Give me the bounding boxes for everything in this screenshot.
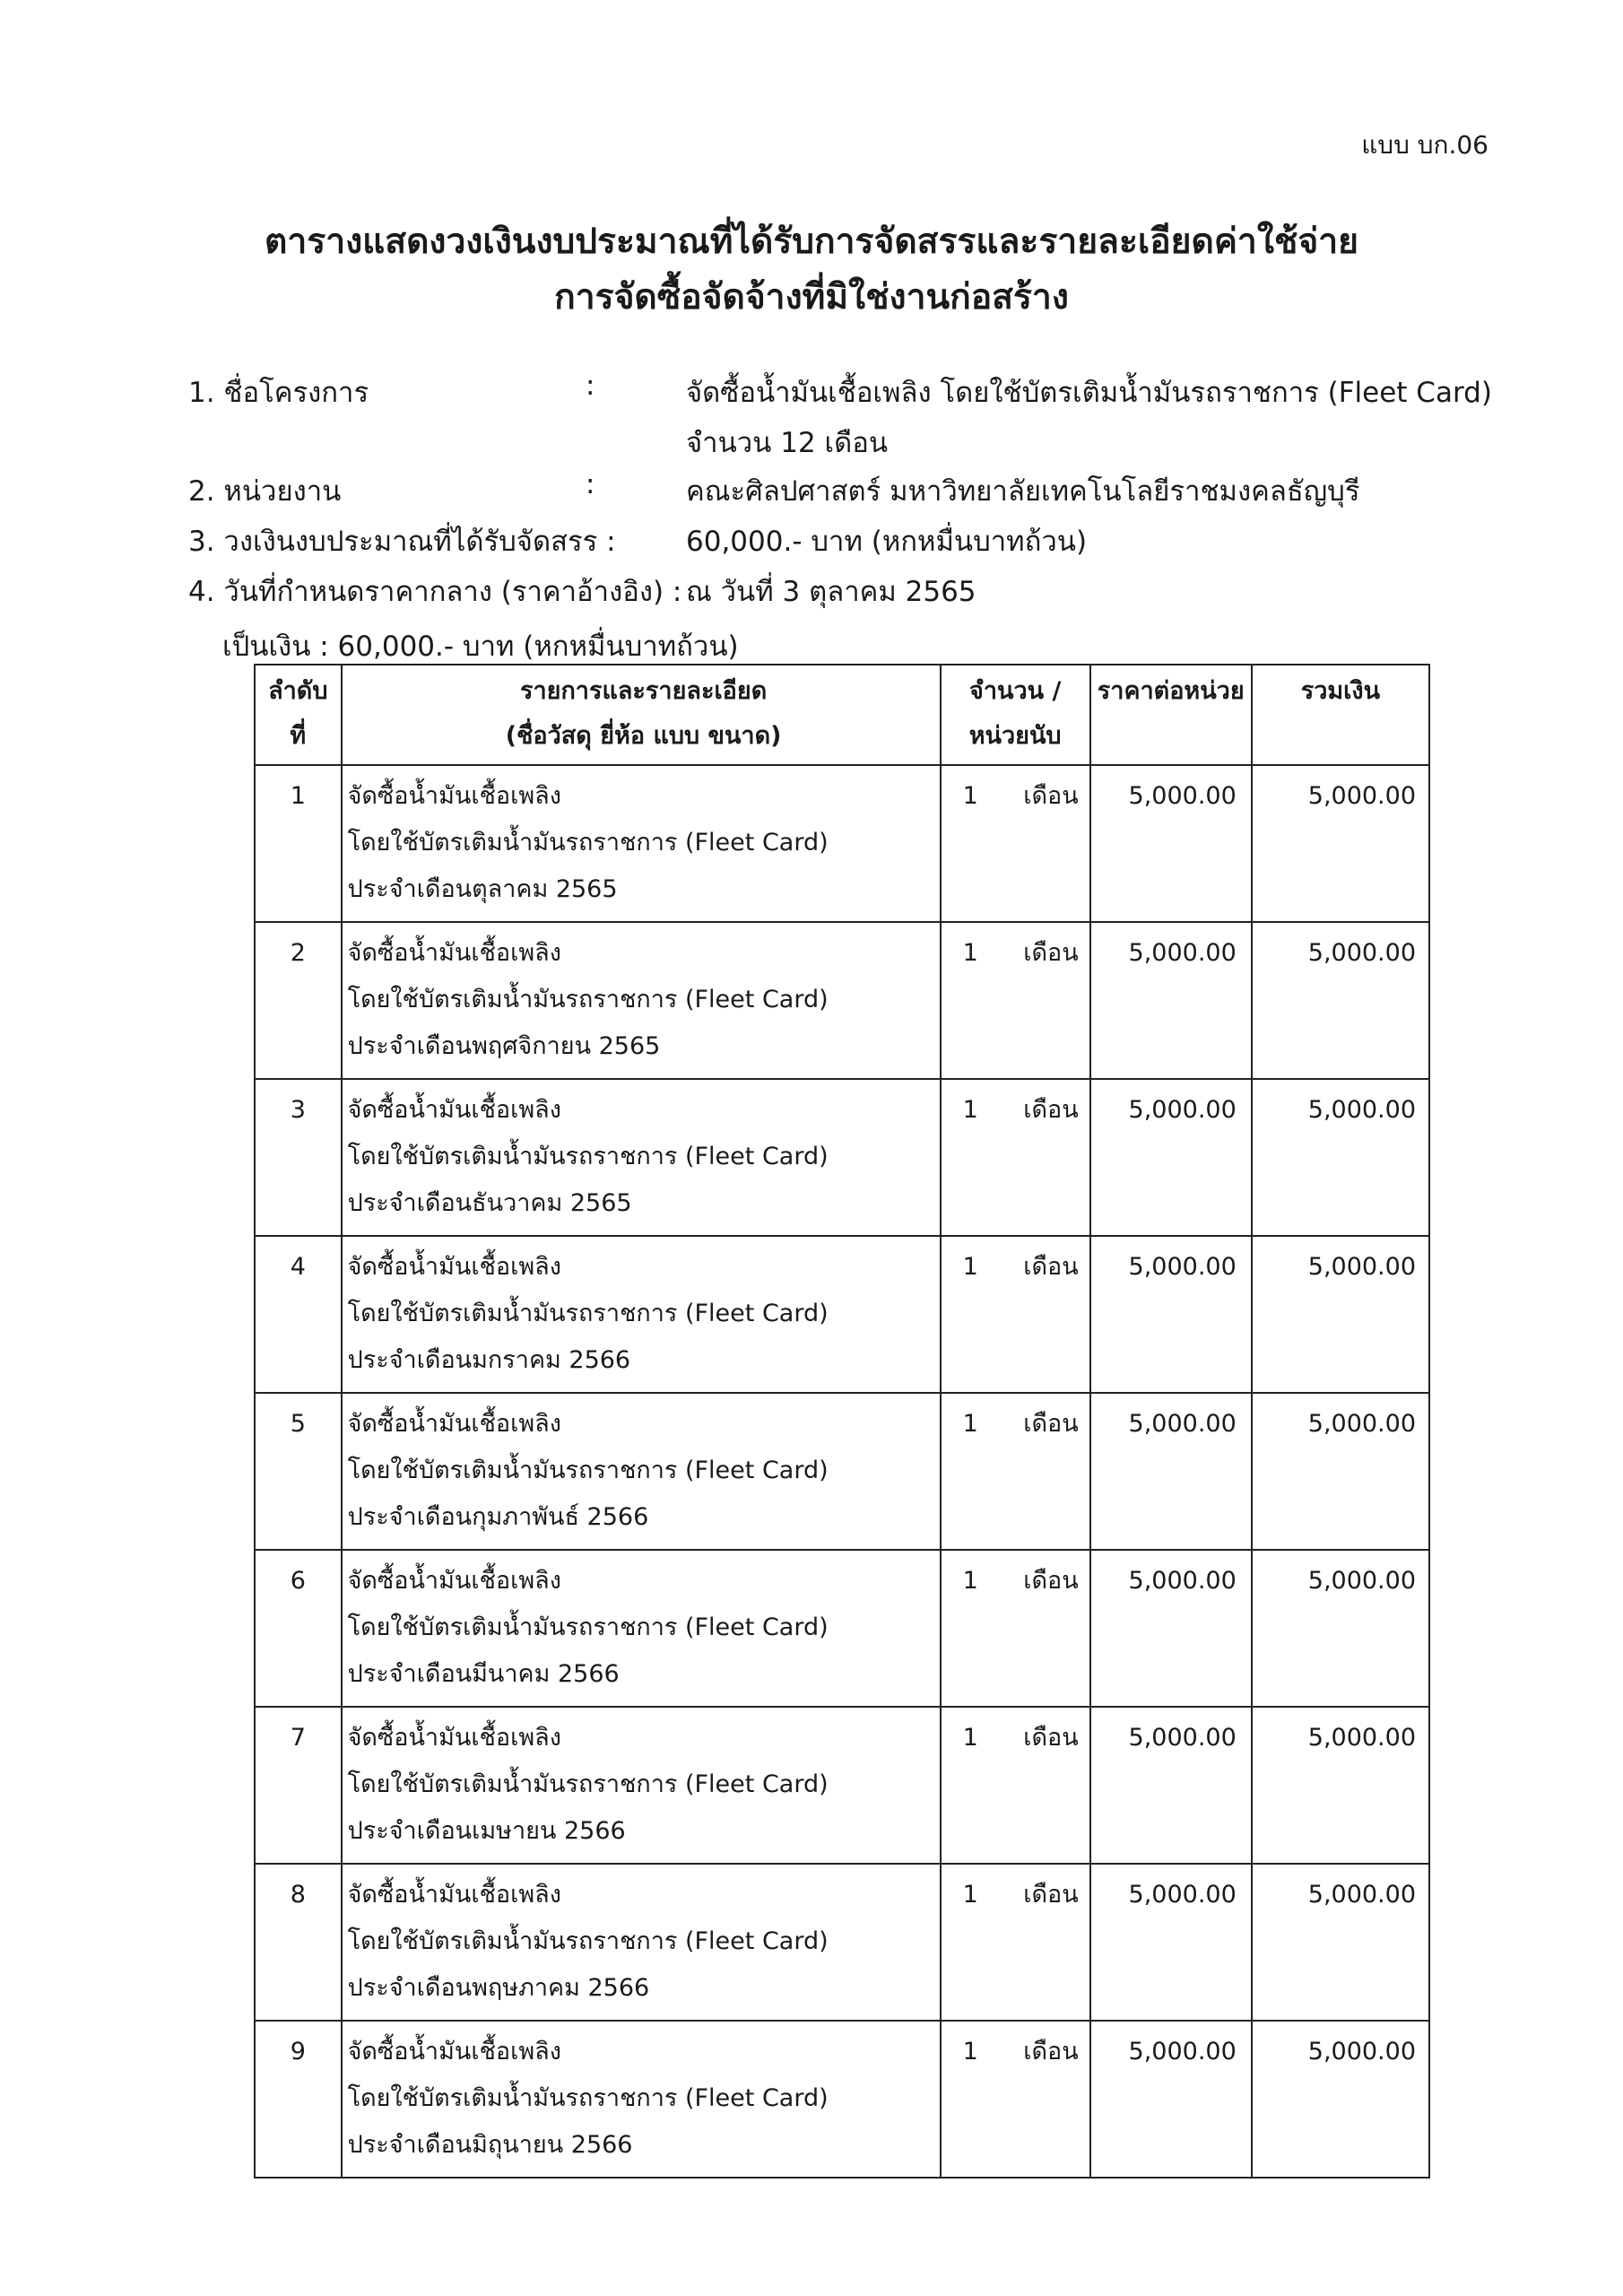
row-unit-price: 5,000.00: [1090, 1236, 1252, 1393]
table-row: [255, 1393, 1429, 1550]
row-quantity: [941, 1707, 1090, 1864]
row-qty-unit: เดือน: [1023, 1096, 1079, 1124]
row-number: 6: [255, 1550, 342, 1707]
header-desc-line1: รายการและรายละเอียด: [519, 677, 768, 705]
row-description: [342, 1236, 941, 1393]
row-desc-line3: ประจำเดือนพฤษภาคม 2566: [347, 1974, 650, 2002]
row-number: 3: [255, 1079, 342, 1236]
table-row: [255, 1550, 1429, 1707]
row-desc-line2: โดยใช้บัตรเติมน้ำมันรถราชการ (Fleet Card): [347, 1770, 829, 1798]
row-description: [342, 1707, 941, 1864]
row-description: [342, 2021, 941, 2178]
table-row: [255, 2021, 1429, 2178]
date-label: 4. วันที่กำหนดราคากลาง (ราคาอ้างอิง) :: [188, 576, 682, 608]
row-desc-line1: จัดซื้อน้ำมันเชื้อเพลิง: [347, 939, 561, 967]
row-desc-line2: โดยใช้บัตรเติมน้ำมันรถราชการ (Fleet Card): [347, 1613, 829, 1641]
row-desc-line2: โดยใช้บัตรเติมน้ำมันรถราชการ (Fleet Card): [347, 1457, 829, 1484]
row-qty-unit: เดือน: [1023, 1724, 1079, 1752]
row-qty-unit: เดือน: [1023, 782, 1079, 810]
row-desc-line2: โดยใช้บัตรเติมน้ำมันรถราชการ (Fleet Card): [347, 829, 829, 857]
row-desc-line3: ประจำเดือนกุมภาพันธ์ 2566: [347, 1503, 649, 1531]
document-subtitle: การจัดซื้อจัดจ้างที่มิใช่งานก่อสร้าง: [554, 277, 1069, 317]
header-total: รวมเงิน: [1252, 665, 1429, 765]
row-description: [342, 922, 941, 1079]
row-total: 5,000.00: [1252, 1393, 1429, 1550]
header-desc-line2: (ชื่อวัสดุ ยี่ห้อ แบบ ขนาด): [505, 722, 782, 750]
header-quantity: [941, 665, 1090, 765]
row-desc-line1: จัดซื้อน้ำมันเชื้อเพลิง: [347, 1096, 561, 1124]
row-qty-unit: เดือน: [1023, 1410, 1079, 1438]
row-total: 5,000.00: [1252, 1550, 1429, 1707]
row-desc-line1: จัดซื้อน้ำมันเชื้อเพลิง: [347, 1567, 561, 1595]
row-qty-value: 1: [962, 1881, 978, 1909]
row-desc-line1: จัดซื้อน้ำมันเชื้อเพลิง: [347, 2038, 561, 2066]
row-unit-price: 5,000.00: [1090, 1079, 1252, 1236]
row-number: 9: [255, 2021, 342, 2178]
header-qty-line1: จำนวน /: [969, 677, 1062, 705]
row-unit-price: 5,000.00: [1090, 1864, 1252, 2021]
row-number: 2: [255, 922, 342, 1079]
budget-items-table: [254, 664, 1430, 2179]
row-total: 5,000.00: [1252, 1864, 1429, 2021]
row-quantity: [941, 922, 1090, 1079]
unit-colon: :: [586, 468, 595, 500]
row-description: [342, 1550, 941, 1707]
row-total: 5,000.00: [1252, 1079, 1429, 1236]
budget-label: 3. วงเงินงบประมาณที่ได้รับจัดสรร :: [188, 526, 616, 558]
row-desc-line3: ประจำเดือนพฤศจิกายน 2565: [347, 1032, 661, 1060]
amount-line: เป็นเงิน : 60,000.- บาท (หกหมื่นบาทถ้วน): [222, 631, 739, 663]
row-qty-unit: เดือน: [1023, 1253, 1079, 1281]
row-quantity: [941, 1864, 1090, 2021]
table-row: [255, 1707, 1429, 1864]
row-description: [342, 765, 941, 922]
row-unit-price: 5,000.00: [1090, 2021, 1252, 2178]
row-qty-value: 1: [962, 1253, 978, 1281]
row-description: [342, 1079, 941, 1236]
row-desc-line1: จัดซื้อน้ำมันเชื้อเพลิง: [347, 782, 561, 810]
row-qty-unit: เดือน: [1023, 939, 1079, 967]
row-qty-unit: เดือน: [1023, 1881, 1079, 1909]
row-quantity: [941, 765, 1090, 922]
row-qty-value: 1: [962, 1724, 978, 1752]
project-colon: :: [586, 370, 595, 402]
row-desc-line2: โดยใช้บัตรเติมน้ำมันรถราชการ (Fleet Card): [347, 1300, 829, 1327]
row-desc-line3: ประจำเดือนเมษายน 2566: [347, 1817, 626, 1845]
header-unit-price: ราคาต่อหน่วย: [1090, 665, 1252, 765]
row-qty-unit: เดือน: [1023, 1567, 1079, 1595]
row-number: 1: [255, 765, 342, 922]
row-quantity: [941, 1236, 1090, 1393]
table-row: [255, 922, 1429, 1079]
row-quantity: [941, 1393, 1090, 1550]
row-desc-line2: โดยใช้บัตรเติมน้ำมันรถราชการ (Fleet Card): [347, 1143, 829, 1170]
row-number: 5: [255, 1393, 342, 1550]
row-quantity: [941, 1079, 1090, 1236]
unit-label: 2. หน่วยงาน: [188, 475, 342, 508]
row-total: 5,000.00: [1252, 1236, 1429, 1393]
row-number: 7: [255, 1707, 342, 1864]
row-quantity: [941, 2021, 1090, 2178]
row-unit-price: 5,000.00: [1090, 1393, 1252, 1550]
row-description: [342, 1393, 941, 1550]
row-total: 5,000.00: [1252, 1707, 1429, 1864]
row-total: 5,000.00: [1252, 765, 1429, 922]
header-no-line1: ลำดับ: [268, 677, 328, 705]
row-desc-line3: ประจำเดือนตุลาคม 2565: [347, 875, 618, 903]
row-description: [342, 1864, 941, 2021]
row-unit-price: 5,000.00: [1090, 1707, 1252, 1864]
row-quantity: [941, 1550, 1090, 1707]
row-desc-line3: ประจำเดือนมีนาคม 2566: [347, 1660, 620, 1688]
form-code: แบบ บก.06: [1361, 130, 1488, 160]
header-no: [255, 665, 342, 765]
row-number: 4: [255, 1236, 342, 1393]
unit-value: คณะศิลปศาสตร์ มหาวิทยาลัยเทคโนโลยีราชมงคลธัญบุรี: [686, 475, 1360, 508]
project-value: จัดซื้อน้ำมันเชื้อเพลิง โดยใช้บัตรเติมน้ำมันรถราชการ (Fleet Card): [686, 377, 1492, 409]
row-desc-line1: จัดซื้อน้ำมันเชื้อเพลิง: [347, 1410, 561, 1438]
header-no-line2: ที่: [290, 722, 307, 750]
row-total: 5,000.00: [1252, 922, 1429, 1079]
row-desc-line3: ประจำเดือนมกราคม 2566: [347, 1346, 631, 1374]
row-desc-line3: ประจำเดือนมิถุนายน 2566: [347, 2131, 633, 2159]
row-qty-value: 1: [962, 2038, 978, 2066]
header-qty-line2: หน่วยนับ: [968, 722, 1062, 750]
document-title: ตารางแสดงวงเงินงบประมาณที่ได้รับการจัดสรรและรายละเอียดค่าใช้จ่าย: [265, 222, 1358, 262]
row-desc-line2: โดยใช้บัตรเติมน้ำมันรถราชการ (Fleet Card): [347, 986, 829, 1013]
table-row: [255, 1236, 1429, 1393]
row-unit-price: 5,000.00: [1090, 922, 1252, 1079]
row-unit-price: 5,000.00: [1090, 1550, 1252, 1707]
header-description: [342, 665, 941, 765]
table-row: [255, 1079, 1429, 1236]
row-number: 8: [255, 1864, 342, 2021]
row-desc-line3: ประจำเดือนธันวาคม 2565: [347, 1189, 632, 1217]
project-duration: จำนวน 12 เดือน: [686, 427, 889, 459]
table-row: [255, 765, 1429, 922]
table-header-row: [255, 665, 1429, 765]
row-qty-value: 1: [962, 782, 978, 810]
row-desc-line1: จัดซื้อน้ำมันเชื้อเพลิง: [347, 1253, 561, 1281]
row-total: 5,000.00: [1252, 2021, 1429, 2178]
budget-value: 60,000.- บาท (หกหมื่นบาทถ้วน): [686, 526, 1088, 558]
row-qty-value: 1: [962, 1567, 978, 1595]
row-qty-value: 1: [962, 1096, 978, 1124]
row-unit-price: 5,000.00: [1090, 765, 1252, 922]
row-desc-line2: โดยใช้บัตรเติมน้ำมันรถราชการ (Fleet Card): [347, 1927, 829, 1955]
row-desc-line1: จัดซื้อน้ำมันเชื้อเพลิง: [347, 1881, 561, 1909]
table-row: [255, 1864, 1429, 2021]
row-desc-line2: โดยใช้บัตรเติมน้ำมันรถราชการ (Fleet Card): [347, 2084, 829, 2112]
row-desc-line1: จัดซื้อน้ำมันเชื้อเพลิง: [347, 1724, 561, 1752]
row-qty-unit: เดือน: [1023, 2038, 1079, 2066]
date-value: ณ วันที่ 3 ตุลาคม 2565: [686, 576, 976, 608]
row-qty-value: 1: [962, 939, 978, 967]
row-qty-value: 1: [962, 1410, 978, 1438]
project-label: 1. ชื่อโครงการ: [188, 377, 369, 409]
